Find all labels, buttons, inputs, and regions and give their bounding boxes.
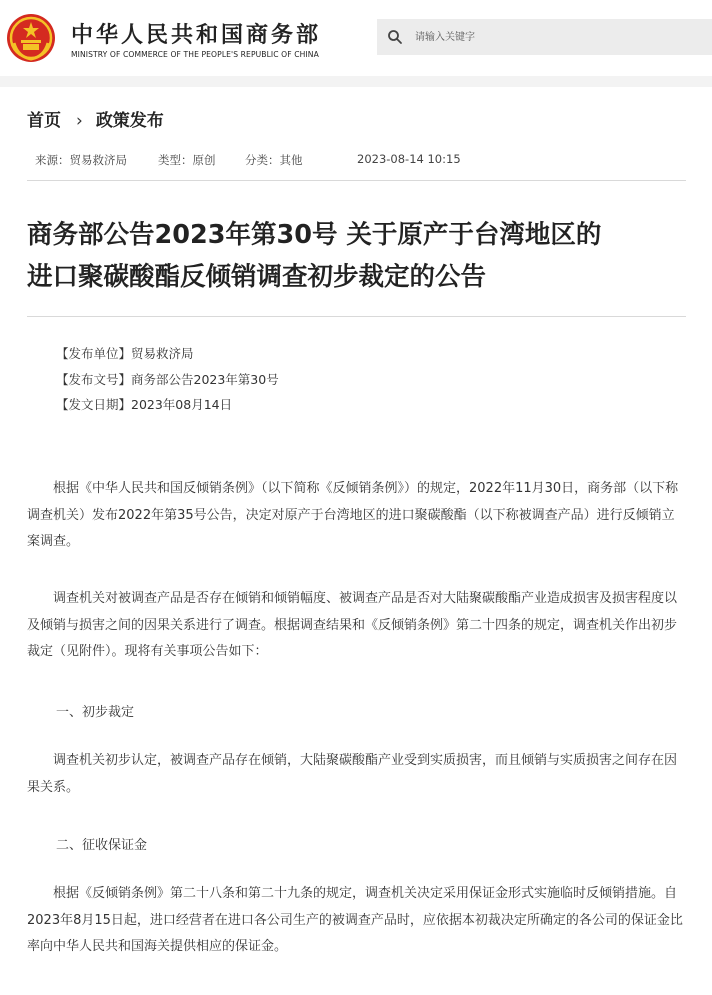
- article-title-line: 商务部公告2023年第30号 关于原产于台湾地区的: [27, 220, 602, 250]
- search-icon[interactable]: [387, 29, 403, 45]
- divider: [27, 180, 686, 181]
- national-emblem-icon[interactable]: [6, 13, 56, 63]
- breadcrumb-separator-icon: ›: [76, 111, 83, 131]
- article-paragraph: 调查机关初步认定，被调查产品存在倾销，大陆聚碳酸酯产业受到实质损害，而且倾销与实质损害之间存在因果关系。: [27, 753, 678, 795]
- breadcrumb-home-link[interactable]: 首页: [27, 111, 61, 131]
- article-paragraph: 调查机关对被调查产品是否存在倾销和倾销幅度、被调查产品是否对大陆聚碳酸酯产业造成损害及损害程度以及倾销与损害之间的因果关系进行了调查。根据调查结果和《反倾销条例》第二十四条的规定，调查机关作出初步裁定（见附件）。现将有关事项公告如下：: [27, 591, 678, 659]
- article-paragraph: 根据《反倾销条例》第二十八条和第二十九条的规定，调查机关决定采用保证金形式实施临时反倾销措施。自2023年8月15日起，进口经营者在进口各公司生产的被调查产品时，应依据本初裁决定所确定的各公司的保证金比率向中华人民共和国海关提供相应的保证金。: [27, 886, 683, 954]
- site-header: [0, 0, 712, 76]
- article-title-line: 进口聚碳酸酯反倾销调查初步裁定的公告: [27, 262, 487, 292]
- section-heading: 一、初步裁定: [56, 705, 135, 720]
- article-paragraph: 根据《中华人民共和国反倾销条例》（以下简称《反倾销条例》）的规定，2022年11月30日，商务部（以下称调查机关）发布2022年第35号公告，决定对原产于台湾地区的进口聚碳酸酯（以下称被调查产品）进行反倾销立案调查。: [27, 481, 679, 549]
- meta-source: 来源：贸易救济局: [35, 153, 127, 167]
- info-issuer: 【发布单位】贸易救济局: [56, 346, 194, 361]
- search-box[interactable]: [377, 19, 712, 55]
- meta-datetime: 2023-08-14 10:15: [357, 152, 461, 166]
- article-title: [27, 214, 707, 298]
- breadcrumb-current-link[interactable]: 政策发布: [95, 111, 164, 131]
- org-name-en: MINISTRY OF COMMERCE OF THE PEOPLE'S REPUBLIC OF CHINA: [71, 50, 319, 59]
- info-doc-number: 【发布文号】商务部公告2023年第30号: [56, 372, 279, 387]
- meta-category: 分类：其他: [245, 153, 303, 167]
- header-divider-band: [0, 76, 712, 87]
- section-heading: 二、征收保证金: [56, 838, 148, 853]
- meta-type: 类型：原创: [158, 153, 216, 167]
- info-date: 【发文日期】2023年08月14日: [56, 397, 233, 412]
- breadcrumb: [27, 106, 164, 131]
- divider: [27, 316, 686, 317]
- org-name-cn[interactable]: 中华人民共和国商务部: [71, 23, 322, 48]
- search-input[interactable]: [415, 28, 695, 46]
